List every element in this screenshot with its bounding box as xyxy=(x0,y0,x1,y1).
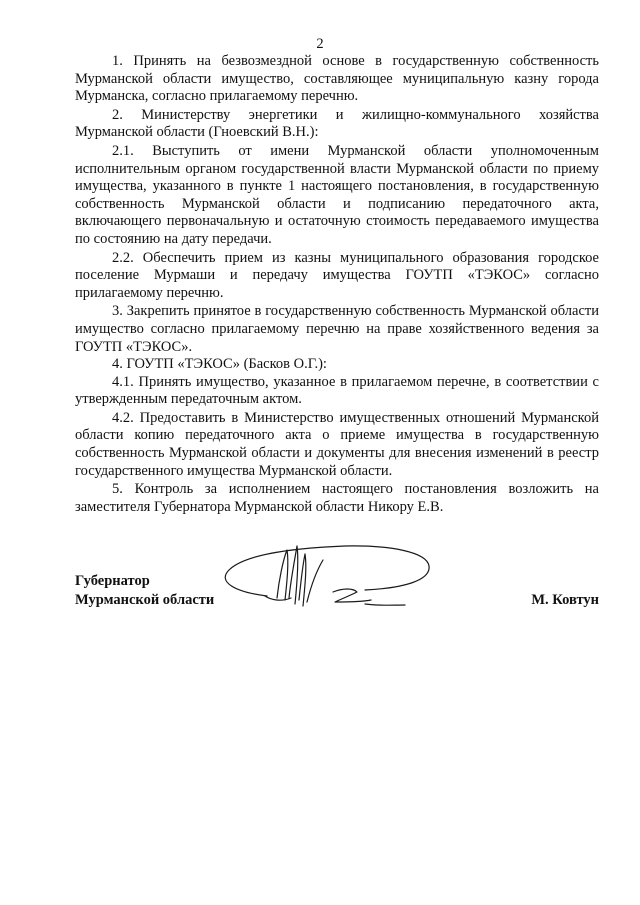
paragraph-5: 5. Контроль за исполнением настоящего постановления возложить на заместителя Губернатора Мурманской области Никору Е.В. xyxy=(75,481,599,515)
paragraph-2-2: 2.2. Обеспечить прием из казны муниципального образования городское поселение Мурмаши и передачу имущества ГОУТП «ТЭКОС» согласно прилагаемому перечню. xyxy=(75,249,599,301)
signatory-name: М. Ковтун xyxy=(531,592,599,608)
document-body xyxy=(75,53,599,516)
page-number: 2 xyxy=(316,36,324,52)
paragraph-2-1: 2.1. Выступить от имени Мурманской области уполномоченным исполнительным органом государственной власти Мурманской области по приему имущества, указанного в пункте 1 настоящего постановления, в государственную собственность Мурманской области и подписанию передаточного акта, включающего первоначальную и остаточную стоимость передаваемого имущества по состоянию на дату передачи. xyxy=(75,142,599,247)
signatory-title-line-2: Мурманской области xyxy=(75,592,215,608)
paragraph-4-2: 4.2. Предоставить в Министерство имущественных отношений Мурманской области копию передаточного акта о приеме имущества в государственную собственность Мурманской области и документы для внесения изменений в реестр государственного имущества Мурманской области. xyxy=(75,409,599,479)
paragraph-2: 2. Министерству энергетики и жилищно-коммунального хозяйства Мурманской области (Гноевский В.Н.): xyxy=(75,106,599,141)
signature-block xyxy=(75,572,599,632)
paragraph-1: 1. Принять на безвозмездной основе в государственную собственность Мурманской области имущество, составляющее муниципальную казну города Мурманска, согласно прилагаемому перечню. xyxy=(75,53,599,105)
paragraph-4: 4. ГОУТП «ТЭКОС» (Басков О.Г.): xyxy=(112,356,327,373)
signatory-title-line-1: Губернатор xyxy=(75,573,150,589)
paragraph-3: 3. Закрепить принятое в государственную собственность Мурманской области имущество согласно прилагаемому перечню на праве хозяйственного ведения за ГОУТП «ТЭКОС». xyxy=(75,303,599,355)
paragraph-4-1: 4.1. Принять имущество, указанное в прилагаемом перечне, в соответствии с утвержденным передаточным актом. xyxy=(75,373,599,408)
